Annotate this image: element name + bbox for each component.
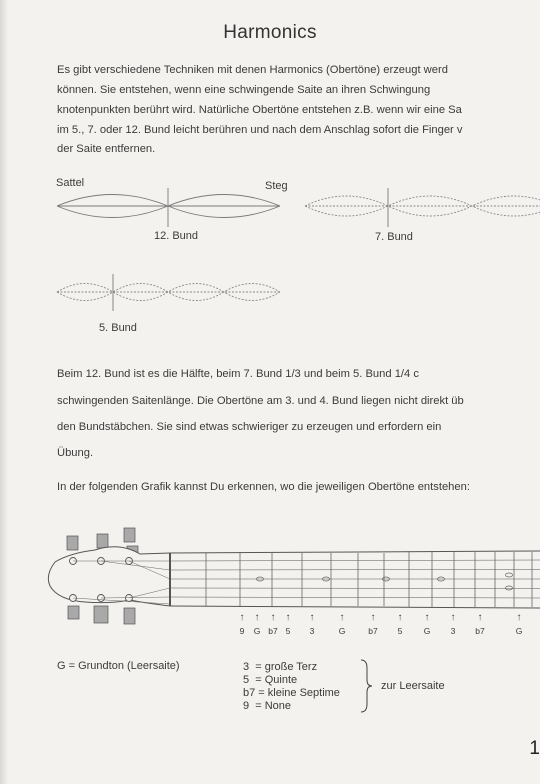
legend-item: b7 = kleine Septime (243, 687, 340, 699)
para2-line-1: Beim 12. Bund ist es die Hälfte, beim 7. Bund 1/3 und beim 5. Bund 1/4 c (57, 368, 419, 380)
harmonic-label: G (253, 626, 261, 636)
legend-zur-leersaite: zur Leersaite (381, 680, 445, 692)
arrow-up-icon: ↑ (397, 612, 403, 623)
legend-item: 5 = Quinte (243, 674, 298, 686)
intro-line-1: Es gibt verschiedene Techniken mit denen Harmonics (Obertöne) erzeugt werd (57, 64, 448, 76)
intro-line-2: können. Sie entstehen, wenn eine schwingende Saite an ihren Schwingung (57, 84, 431, 96)
fret-inlays (257, 573, 513, 590)
legend-brace (358, 658, 374, 714)
para2-line-3: den Bundstäbchen. Sie sind etwas schwieriger zu erzeugen und erfordern ein (57, 421, 442, 433)
intro-line-3: knotenpunkten berührt wird. Natürliche Obertöne entstehen z.B. wenn wir eine Sa (57, 104, 462, 116)
arrow-up-icon: ↑ (309, 612, 315, 623)
intro-line-4: im 5., 7. oder 12. Bund leicht berühren und nach dem Anschlag sofort die Finger v (57, 124, 463, 136)
label-steg: Steg (265, 180, 288, 192)
diagram-7-bund (305, 196, 540, 216)
arrow-up-icon: ↑ (477, 612, 483, 623)
harmonic-label: G (515, 626, 523, 636)
arrow-up-icon: ↑ (254, 612, 260, 623)
legend-item: 3 = große Terz (243, 661, 318, 673)
para3-line: In der folgenden Grafik kannst Du erkennen, wo die jeweiligen Obertöne entstehen: (57, 481, 470, 493)
intro-line-5: der Saite entfernen. (57, 143, 156, 155)
arrow-up-icon: ↑ (370, 612, 376, 623)
diagram-5-bund (57, 284, 280, 301)
para2-line-2: schwingenden Saitenlänge. Die Obertöne am 3. und 4. Bund liegen nicht direkt üb (57, 395, 464, 407)
legend-item: 9 = None (243, 700, 292, 712)
legend-grundton: G = Grundton (Leersaite) (57, 660, 180, 672)
arrow-up-icon: ↑ (424, 612, 430, 623)
label-5-bund: 5. Bund (99, 322, 137, 334)
string-vibration-diagrams (0, 185, 540, 315)
harmonic-label: 5 (285, 626, 291, 636)
diagram-12-bund (57, 188, 280, 227)
arrow-up-icon: ↑ (516, 612, 522, 623)
para2-line-4: Übung. (57, 447, 94, 459)
harmonic-label: b7 (268, 626, 278, 636)
page-binding-shadow (0, 0, 8, 784)
harmonic-label: 3 (309, 626, 315, 636)
harmonic-label: G (338, 626, 346, 636)
arrow-up-icon: ↑ (450, 612, 456, 623)
page-title: Harmonics (223, 22, 317, 43)
arrow-up-icon: ↑ (339, 612, 345, 623)
harmonic-label: b7 (475, 626, 485, 636)
label-12-bund: 12. Bund (154, 230, 199, 242)
label-sattel: Sattel (56, 177, 85, 189)
fretboard (170, 551, 540, 608)
label-7-bund: 7. Bund (375, 231, 413, 243)
harmonic-label: 5 (397, 626, 403, 636)
arrow-up-icon: ↑ (285, 612, 291, 623)
harmonic-label: 9 (239, 626, 245, 636)
arrow-up-icon: ↑ (270, 612, 276, 623)
harmonic-label: 3 (450, 626, 456, 636)
harmonic-label: G (423, 626, 431, 636)
arrow-up-icon: ↑ (239, 612, 245, 623)
harmonic-label: b7 (368, 626, 378, 636)
tuner-pegs-bottom (68, 606, 135, 624)
page-number: 1 (529, 738, 540, 759)
